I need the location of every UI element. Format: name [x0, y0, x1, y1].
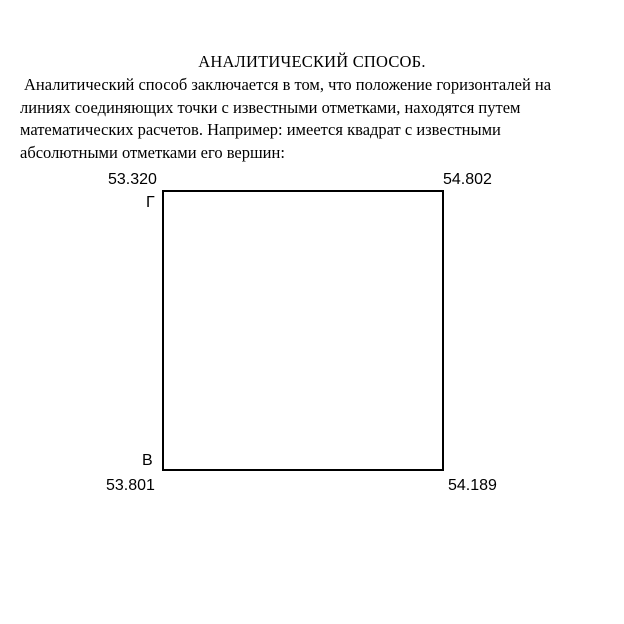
top-right-elevation: 54.802: [443, 171, 492, 188]
paragraph-line: абсолютными отметками его вершин:: [20, 142, 285, 162]
section-title: АНАЛИТИЧЕСКИЙ СПОСОБ.: [198, 52, 426, 71]
bottom-right-elevation: 54.189: [448, 477, 497, 494]
bottom-left-vertex-letter: В: [142, 452, 153, 469]
square-diagram: [162, 190, 444, 471]
paragraph-line: математических расчетов. Например: имеется квадрат с известными: [20, 120, 501, 139]
body-paragraph: [20, 74, 620, 164]
paragraph-line: линиях соединяющих точки с известными отметками, находятся путем: [20, 97, 521, 117]
top-left-elevation: 53.320: [108, 171, 157, 188]
top-left-vertex-letter: Г: [146, 194, 155, 211]
bottom-left-elevation: 53.801: [106, 477, 155, 494]
paragraph-line: Аналитический способ заключается в том, что положение горизонталей на: [24, 75, 552, 94]
